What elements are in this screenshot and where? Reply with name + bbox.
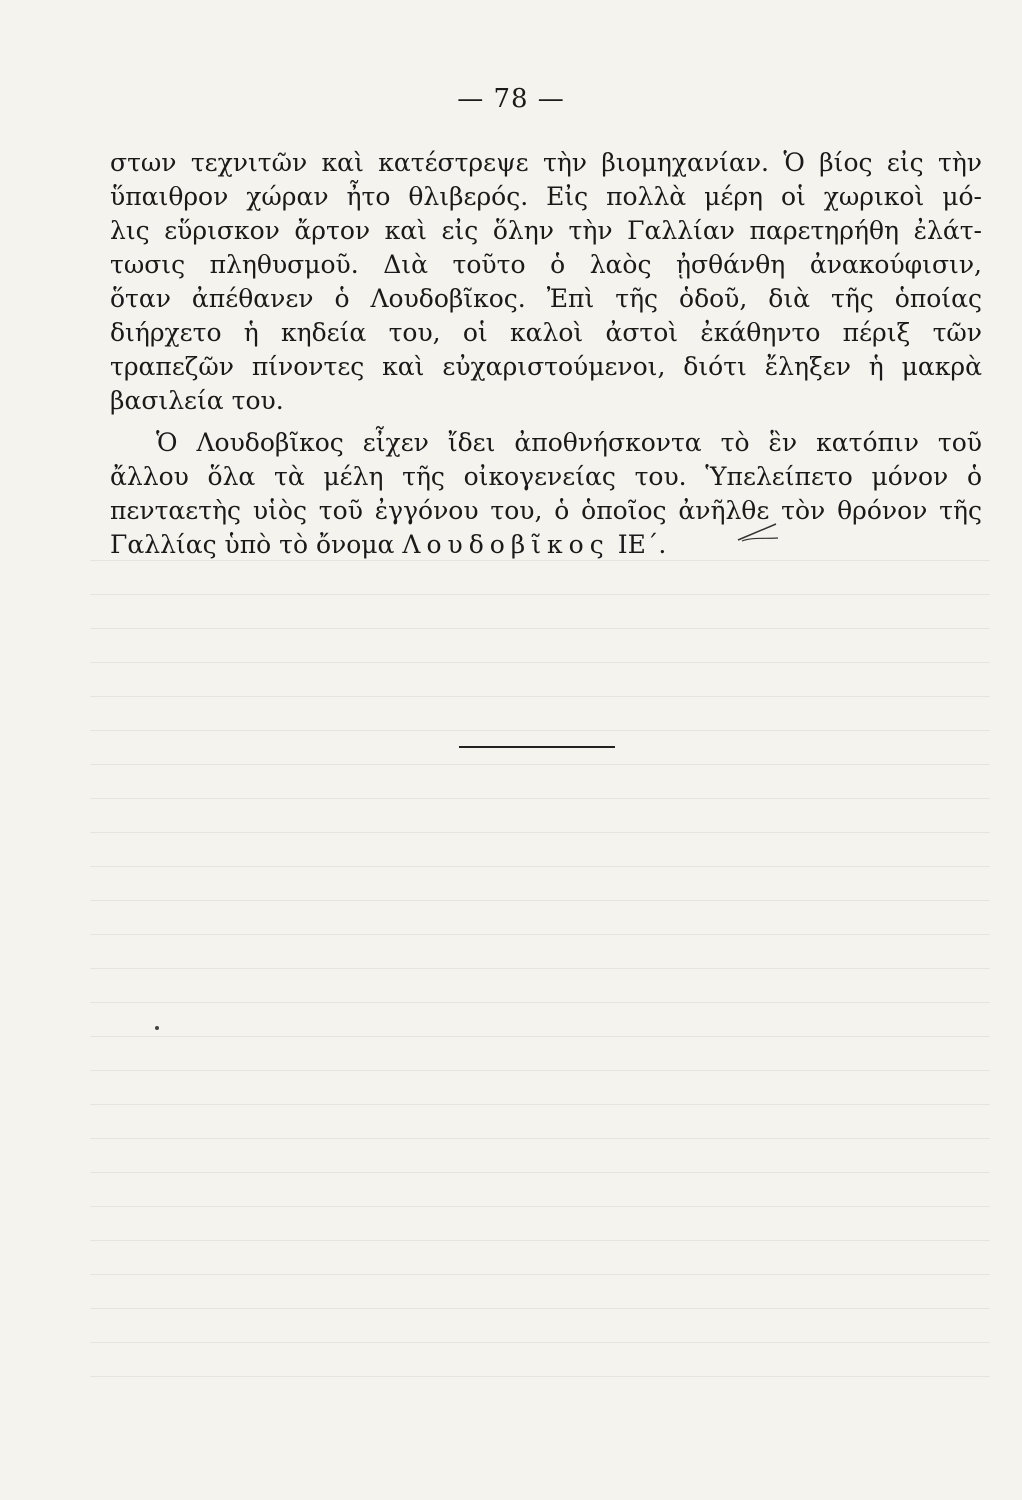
paragraph-1 [110,146,982,418]
text-line: ὅταν ἀπέθανεν ὁ Λουδοβῖκος. Ἐπὶ τῆς ὁδοῦ, διὰ τῆς ὁποίας [110,284,982,313]
text-line: λις εὕρισκον ἄρτον καὶ εἰς ὅλην τὴν Γαλλίαν παρετηρήθη ἐλάτ- [110,216,982,245]
body-text [110,146,982,562]
text-line: τωσις πληθυσμοῦ. Διὰ τοῦτο ὁ λαὸς ᾐσθάνθη ἀνακούφισιν, [110,250,982,279]
text-line: τραπεζῶν πίνοντες καὶ εὐχαριστούμενοι, διότι ἔληξεν ἡ μακρὰ [110,352,982,381]
ink-speck [155,1026,159,1030]
text-line: στων τεχνιτῶν καὶ κατέστρεψε τὴν βιομηχανίαν. Ὁ βίος εἰς τὴν [110,148,982,177]
text-line-final [110,528,982,562]
paragraph-2 [110,426,982,562]
bleed-through-texture [90,560,990,1380]
text-line: Ὁ Λουδοβῖκος εἶχεν ἴδει ἀποθνήσκοντα τὸ ἓν κατόπιν τοῦ [156,428,982,457]
spaced-name: Λουδοβῖκος [402,530,610,559]
text-line: ἄλλου ὅλα τὰ μέλη τῆς οἰκογενείας του. Ὑπελείπετο μόνον ὁ [110,462,982,491]
page-number: — 78 — [457,84,565,114]
final-line-suffix: ΙΕ΄. [617,530,667,559]
text-line: βασιλεία του. [110,386,284,415]
section-divider-rule [459,746,615,748]
text-line: ὕπαιθρον χώραν ἦτο θλιβερός. Εἰς πολλὰ μέρη οἱ χωρικοὶ μό- [110,182,982,211]
paragraph-break [110,418,982,426]
text-line: πενταετὴς υἱὸς τοῦ ἐγγόνου του, ὁ ὁποῖος ἀνῆλθε τὸν θρόνον τῆς [110,496,982,525]
final-line-prefix: Γαλλίας ὑπὸ τὸ ὄνομα [110,530,395,559]
handwritten-strike-mark [736,521,780,543]
text-line: διήρχετο ἡ κηδεία του, οἱ καλοὶ ἀστοὶ ἐκάθηντο πέριξ τῶν [110,318,982,347]
